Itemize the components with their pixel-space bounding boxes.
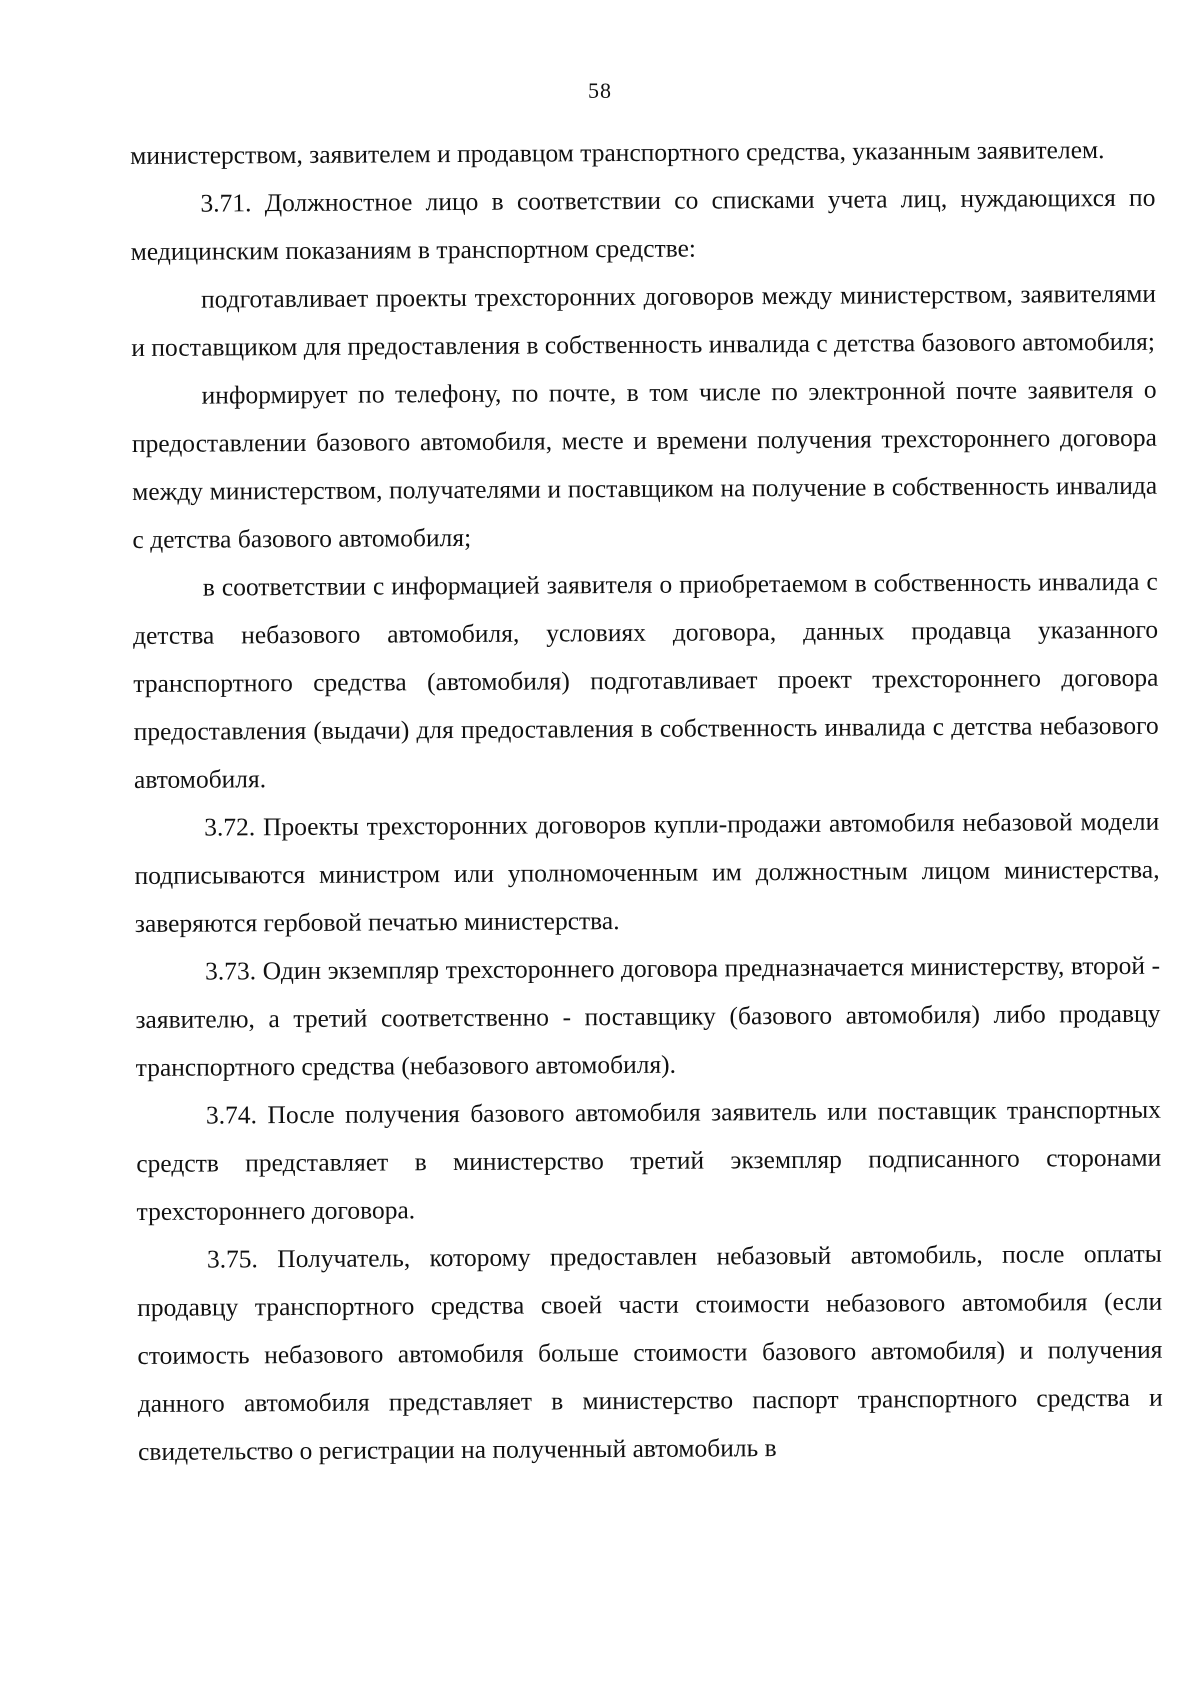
paragraph-3-73: 3.73. Один экземпляр трехстороннего договора предназначается министерству, второй - заявителю, а третий соответственно - поставщику (базового автомобиля) либо продавцу транспортного средства (небазового автомобиля). xyxy=(135,950,1161,1082)
page-number: 58 xyxy=(588,78,612,103)
paragraph-3-74: 3.74. После получения базового автомобиля заявитель или поставщик транспортных средств представляет в министерство третий экземпляр подписанного сторонами трехстороннего договора. xyxy=(136,1094,1162,1226)
paragraph-3-71: 3.71. Должностное лицо в соответствии со списками учета лиц, нуждающихся по медицинским показаниям в транспортном средстве: xyxy=(130,182,1156,266)
document-body xyxy=(130,126,1163,1476)
paragraph-3-72: 3.72. Проекты трехсторонних договоров купли-продажи автомобиля небазовой модели подписываются министром или уполномоченным им должностным лицом министерства, заверяются гербовой печатью министерства. xyxy=(134,806,1160,938)
paragraph-3-75: 3.75. Получатель, которому предоставлен небазовый автомобиль, после оплаты продавцу транспортного средства своей части стоимости небазового автомобиля (если стоимость небазового автомобиля больше стоимости базового автомобиля) и получения данного автомобиля представляет в министерство паспорт транспортного средства и свидетельство о регистрации на полученный автомобиль в xyxy=(137,1238,1163,1466)
paragraph-non-base-vehicle: в соответствии с информацией заявителя о приобретаемом в собственность инвалида с детства небазового автомобиля, условиях договора, данных продавца указанного транспортного средства (автомобиля) подготавливает проект трехстороннего договора предоставления (выдачи) для предоставления в собственность инвалида с детства небазового автомобиля. xyxy=(132,566,1159,794)
paragraph-continuation: министерством, заявителем и продавцом транспортного средства, указанным заявителем. xyxy=(130,135,1105,170)
paragraph-prepares-contracts: подготавливает проекты трехсторонних договоров между министерством, заявителями и поставщиком для предоставления в собственность инвалида с детства базового автомобиля; xyxy=(131,278,1157,362)
paragraph-informs-applicant: информирует по телефону, по почте, в том числе по электронной почте заявителя о предоставлении базового автомобиля, месте и времени получения трехстороннего договора между министерством, получателями и поставщиком на получение в собственность инвалида с детства базового автомобиля; xyxy=(131,374,1158,554)
